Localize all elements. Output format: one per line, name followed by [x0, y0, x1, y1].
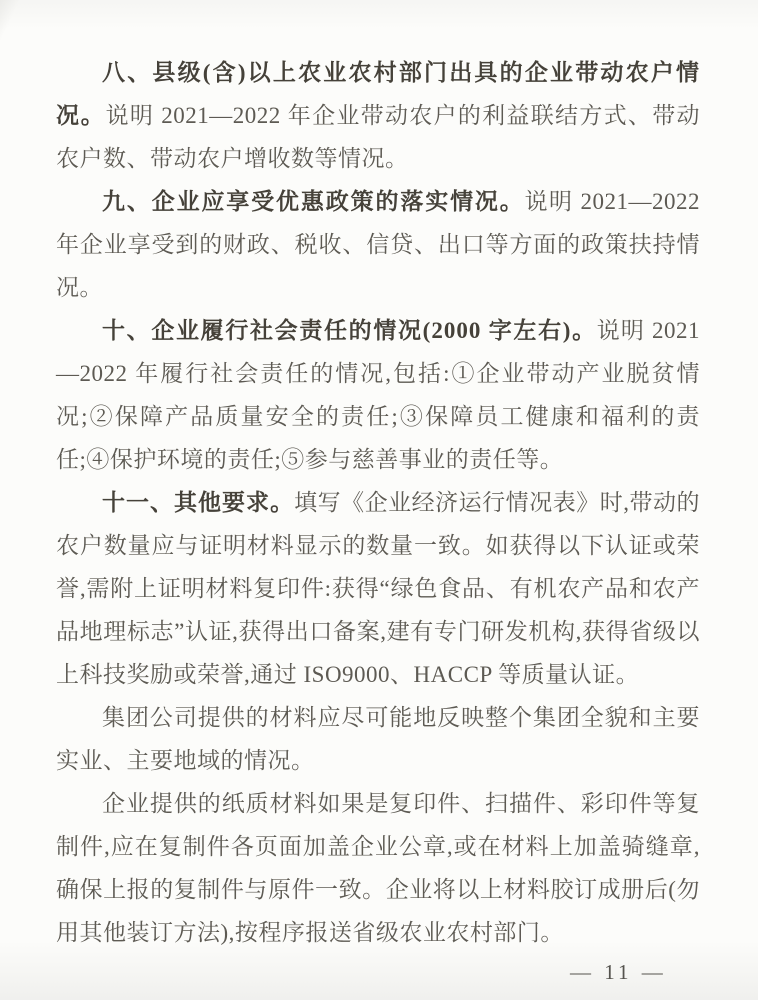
document-content [56, 51, 700, 954]
paragraph-heading: 九、企业应享受优惠政策的落实情况。 [102, 189, 525, 214]
paragraph-body: 说明 2021—2022 年履行社会责任的情况,包括:①企业带动产业脱贫情况;②保障产品质量安全的责任;③保障员工健康和福利的责任;④保护环境的责任;⑤参与慈善事业的责任等。 [56, 318, 701, 472]
paragraph-heading: 八、县级(含)以上农业农村部门出具的企业带动农户情况。 [56, 60, 700, 128]
paragraph [56, 696, 700, 782]
paragraph [56, 51, 700, 180]
paragraph-body: 填写《企业经济运行情况表》时,带动的农户数量应与证明材料显示的数量一致。如获得以下认证或荣誉,需附上证明材料复印件:获得“绿色食品、有机农产品和农产品地理标志”认证,获得出口备案,建有专门研发机构,获得省级以上科技奖励或荣誉,通过 ISO9000、HACCP 等质量认证。 [56, 490, 701, 687]
paragraph [56, 481, 700, 696]
paragraph-body: 说明 2021—2022 年企业带动农户的利益联结方式、带动农户数、带动农户增收数等情况。 [56, 103, 701, 171]
paragraph [56, 180, 700, 309]
paragraph-body: 企业提供的纸质材料如果是复印件、扫描件、彩印件等复制件,应在复制件各页面加盖企业公章,或在材料上加盖骑缝章,确保上报的复制件与原件一致。企业将以上材料胶订成册后(勿用其他装订方法),按程序报送省级农业农村部门。 [56, 791, 700, 945]
paragraph-heading: 十一、其他要求。 [102, 490, 295, 515]
paragraph [56, 309, 700, 481]
paragraph-heading: 十、企业履行社会责任的情况(2000 字左右)。 [102, 318, 597, 343]
paragraph-body: 集团公司提供的材料应尽可能地反映整个集团全貌和主要实业、主要地域的情况。 [56, 705, 700, 773]
page-number: — 11 — [570, 960, 667, 984]
paragraph-body: 说明 2021—2022 年企业享受到的财政、税收、信贷、出口等方面的政策扶持情况。 [56, 189, 701, 300]
paragraph [56, 782, 700, 954]
